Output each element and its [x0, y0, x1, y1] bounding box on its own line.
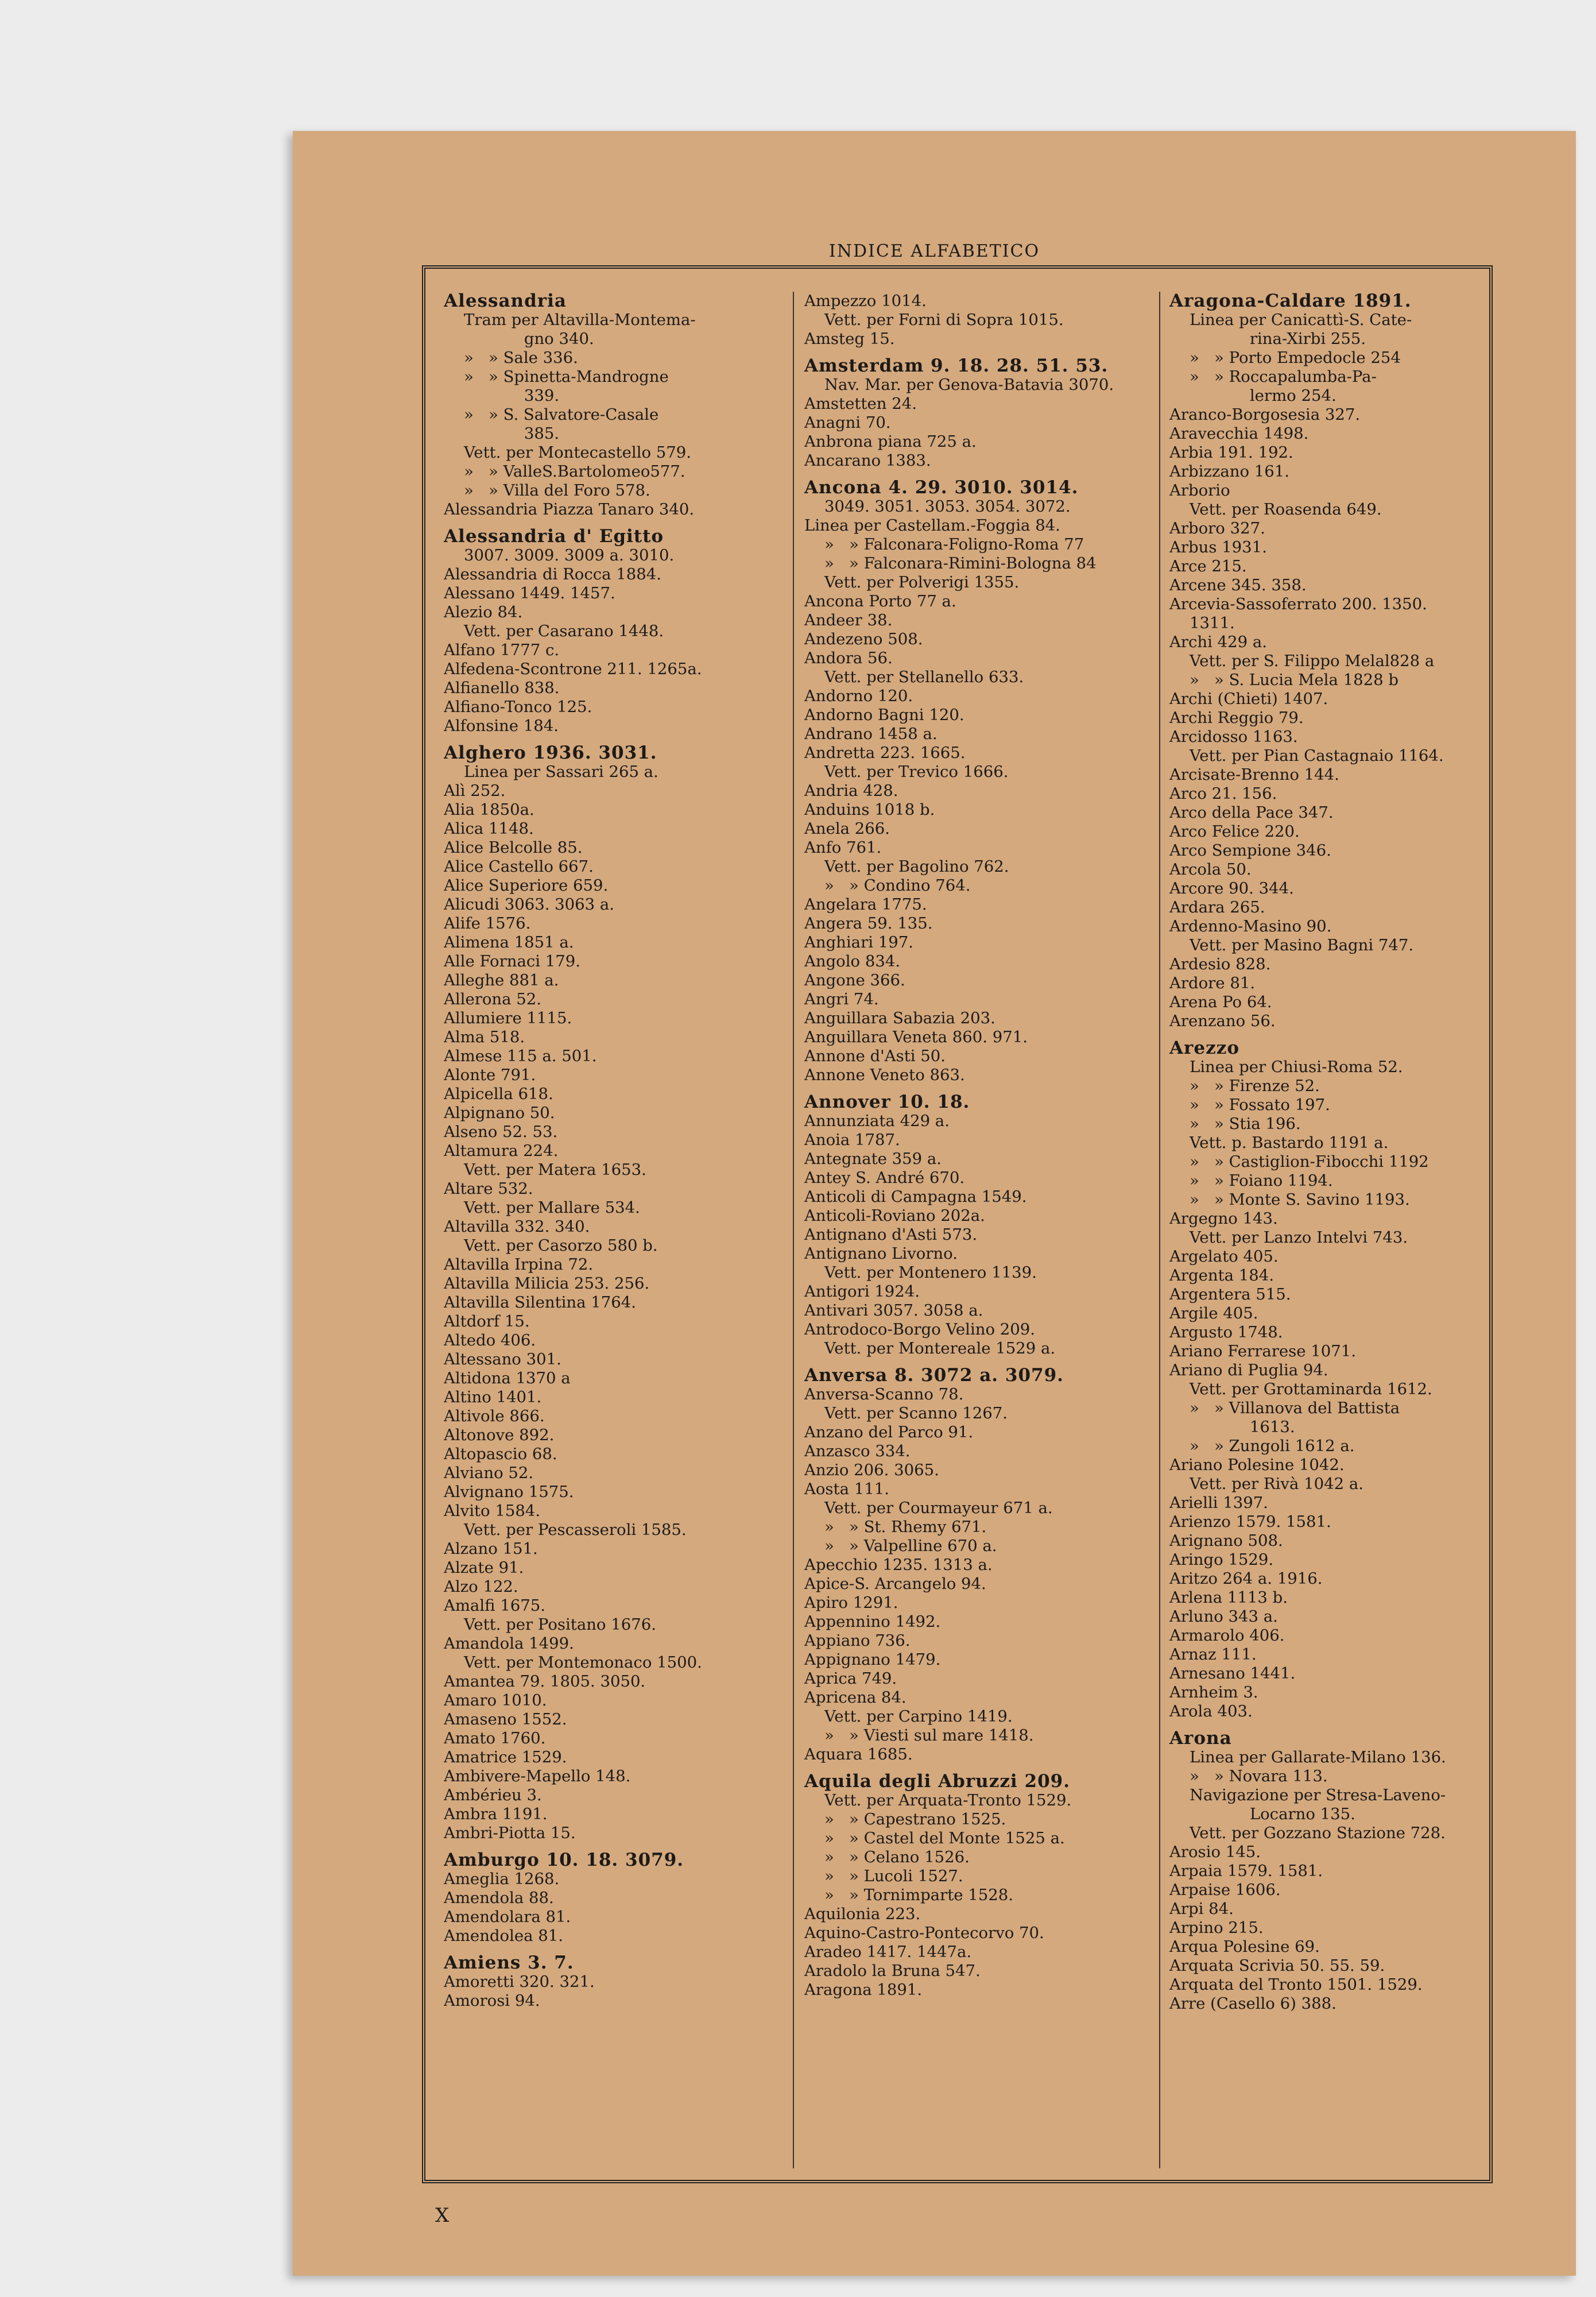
index-entry: Anela 266.	[804, 819, 890, 838]
index-entry: Annover 10. 18.	[804, 1092, 970, 1112]
index-entry: Vett. p. Bastardo 1191 a.	[1169, 1134, 1389, 1152]
index-entry: Ancona 4. 29. 3010. 3014.	[804, 477, 1079, 498]
index-entry: Appennino 1492.	[804, 1612, 941, 1631]
index-entry: Altare 532.	[444, 1180, 533, 1198]
index-entry: 1613.	[1169, 1418, 1295, 1436]
index-entry: Angolo 834.	[804, 952, 901, 970]
index-entry: Appignano 1479.	[804, 1650, 941, 1669]
index-entry: Navigazione per Stresa-Laveno-	[1169, 1786, 1446, 1804]
index-entry: Argentera 515.	[1169, 1285, 1291, 1304]
index-entry: Vett. per Casorzo 580 b.	[444, 1236, 658, 1255]
index-entry: Alfedena-Scontrone 211. 1265a.	[444, 660, 702, 678]
index-entry: Armarolo 406.	[1169, 1626, 1285, 1645]
index-entry: Arlena 1113 b.	[1169, 1588, 1288, 1607]
index-entry: 1311.	[1169, 614, 1235, 632]
index-entry: Arezzo	[1169, 1038, 1239, 1058]
index-entry: Alonte 791.	[444, 1066, 536, 1084]
index-entry: Andria 428.	[804, 782, 898, 800]
index-entry: » » Roccapalumba-Pa-	[1169, 368, 1377, 386]
index-entry: Amatrice 1529.	[444, 1748, 567, 1766]
index-entry: Amalfi 1675.	[444, 1596, 545, 1615]
index-entry: Ambivere-Mapello 148.	[444, 1767, 631, 1785]
index-entry: Alfianello 838.	[444, 679, 560, 697]
index-entry: » » Villa del Foro 578.	[444, 481, 650, 500]
index-entry: 339.	[444, 386, 560, 405]
index-entry: Alviano 52.	[444, 1464, 534, 1482]
index-entry: Vett. per Pescasseroli 1585.	[444, 1521, 687, 1539]
index-entry: Anticoli-Roviano 202a.	[804, 1206, 985, 1225]
index-entry: Amaro 1010.	[444, 1691, 547, 1710]
index-entry: Arpaise 1606.	[1169, 1881, 1281, 1899]
index-entry: Vett. per Trevico 1666.	[804, 763, 1009, 781]
index-entry: gno 340.	[444, 330, 594, 348]
index-entry: Amstetten 24.	[804, 395, 917, 413]
index-entry: Apice-S. Arcangelo 94.	[804, 1575, 986, 1593]
index-entry: Annone d'Asti 50.	[804, 1047, 946, 1065]
index-entry: Arosio 145.	[1169, 1843, 1261, 1861]
index-column-1	[444, 292, 782, 2168]
index-entry: » » Condino 764.	[804, 876, 971, 895]
index-entry: Altamura 224.	[444, 1142, 559, 1160]
index-entry: Alessandria d' Egitto	[444, 526, 664, 547]
index-entry: Vett. per Stellanello 633.	[804, 668, 1024, 686]
index-entry: Vett. per Bagolino 762.	[804, 857, 1009, 876]
index-entry: » » Capestrano 1525.	[804, 1810, 1006, 1828]
index-entry: Alia 1850a.	[444, 801, 534, 819]
index-entry: » » St. Rhemy 671.	[804, 1518, 987, 1536]
index-entry: Aragona-Caldare 1891.	[1169, 292, 1412, 311]
index-entry: Alessandria Piazza Tanaro 340.	[444, 500, 695, 519]
index-entry: Arona	[1169, 1728, 1232, 1749]
index-entry: Andezeno 508.	[804, 630, 923, 648]
index-entry: Arcisate-Brenno 144.	[1169, 765, 1339, 784]
index-entry: Arco Felice 220.	[1169, 822, 1300, 841]
index-entry: » » Stia 196.	[1169, 1115, 1301, 1133]
index-entry: Arignano 508.	[1169, 1532, 1283, 1550]
index-entry: Arco 21. 156.	[1169, 784, 1277, 803]
index-entry: Anduins 1018 b.	[804, 801, 935, 819]
index-entry: Alvito 1584.	[444, 1502, 541, 1520]
index-entry: » » Foiano 1194.	[1169, 1171, 1333, 1190]
index-entry: Aosta 111.	[804, 1480, 889, 1498]
index-entry: Anoia 1787.	[804, 1131, 900, 1149]
index-entry: Aquila degli Abruzzi 209.	[804, 1771, 1070, 1792]
index-entry: Amburgo 10. 18. 3079.	[444, 1850, 684, 1870]
index-entry: Altavilla Silentina 1764.	[444, 1293, 636, 1312]
index-entry: Amaseno 1552.	[444, 1710, 567, 1728]
index-entry: Apiro 1291.	[804, 1594, 898, 1612]
page-header: INDICE ALFABETICO	[828, 241, 1040, 261]
index-entry: Aradeo 1417. 1447a.	[804, 1943, 972, 1961]
index-entry: » » Lucoli 1527.	[804, 1867, 963, 1885]
index-entry: Altivole 866.	[444, 1407, 545, 1425]
index-entry: Apecchio 1235. 1313 a.	[804, 1556, 993, 1574]
index-entry: Alice Belcolle 85.	[444, 838, 583, 857]
index-entry: Vett. per Carpino 1419.	[804, 1707, 1013, 1726]
index-entry: Arquata del Tronto 1501. 1529.	[1169, 1975, 1423, 1994]
index-entry: Aquino-Castro-Pontecorvo 70.	[804, 1924, 1044, 1942]
index-entry: Ardara 265.	[1169, 898, 1265, 917]
index-entry: Amendola 88.	[444, 1889, 554, 1907]
index-entry: Vett. per Positano 1676.	[444, 1615, 656, 1634]
index-entry: rina-Xirbi 255.	[1169, 330, 1366, 348]
index-entry: Antignano d'Asti 573.	[804, 1225, 978, 1244]
index-entry: Andorno 120.	[804, 687, 913, 705]
index-entry: Allerona 52.	[444, 990, 542, 1008]
index-entry: Andeer 38.	[804, 611, 893, 629]
index-entry: Annunziata 429 a.	[804, 1112, 950, 1130]
index-entry: Altavilla 332. 340.	[444, 1217, 590, 1236]
index-entry: Annone Veneto 863.	[804, 1066, 965, 1084]
index-column-2	[793, 292, 1166, 2168]
index-entry: Archi Reggio 79.	[1169, 709, 1304, 727]
index-entry: » » Porto Empedocle 254	[1169, 349, 1401, 367]
index-entry: Linea per Gallarate-Milano 136.	[1169, 1748, 1446, 1766]
index-entry: Ambra 1191.	[444, 1805, 548, 1823]
index-entry: Archi (Chieti) 1407.	[1169, 690, 1328, 708]
index-entry: Anfo 761.	[804, 838, 882, 857]
index-frame	[422, 265, 1493, 2183]
index-entry: » » Spinetta-Mandrogne	[444, 368, 669, 386]
index-entry: Ampezzo 1014.	[804, 292, 927, 310]
index-entry: Alleghe 881 a.	[444, 971, 559, 989]
index-entry: Amiens 3. 7.	[444, 1952, 574, 1973]
index-entry: Angone 366.	[804, 971, 905, 989]
index-entry: Alessano 1449. 1457.	[444, 584, 615, 602]
index-entry: Vett. per Montenero 1139.	[804, 1263, 1037, 1282]
index-entry: Amantea 79. 1805. 3050.	[444, 1672, 646, 1691]
index-entry: Aritzo 264 a. 1916.	[1169, 1569, 1323, 1588]
index-entry: 3007. 3009. 3009 a. 3010.	[444, 546, 675, 564]
index-entry: Alezio 84.	[444, 603, 523, 621]
index-entry: » » Viesti sul mare 1418.	[804, 1726, 1034, 1745]
index-entry: Aravecchia 1498.	[1169, 424, 1309, 443]
index-entry: Alle Fornaci 179.	[444, 952, 581, 970]
index-entry: Locarno 135.	[1169, 1805, 1355, 1823]
index-entry: Tram per Altavilla-Montema-	[444, 311, 696, 329]
index-entry: Antivari 3057. 3058 a.	[804, 1301, 983, 1320]
index-entry: Allumiere 1115.	[444, 1009, 572, 1027]
index-entry: Arienzo 1579. 1581.	[1169, 1513, 1331, 1531]
index-entry: Vett. per Gozzano Stazione 728.	[1169, 1824, 1446, 1842]
index-entry: Ariano Ferrarese 1071.	[1169, 1342, 1357, 1360]
index-entry: Alice Superiore 659.	[444, 876, 609, 895]
index-entry: Vett. per Montemonaco 1500.	[444, 1653, 702, 1672]
index-entry: Alife 1576.	[444, 914, 531, 933]
index-entry: Almese 115 a. 501.	[444, 1047, 597, 1065]
index-entry: Anbrona piana 725 a.	[804, 432, 977, 451]
index-entry: Arqua Polesine 69.	[1169, 1938, 1320, 1956]
index-entry: » » S. Salvatore-Casale	[444, 405, 659, 424]
index-entry: Linea per Castellam.-Foggia 84.	[804, 516, 1060, 535]
index-entry: » » Falconara-Foligno-Roma 77	[804, 535, 1084, 554]
index-entry: lermo 254.	[1169, 386, 1337, 405]
index-entry: Alessandria di Rocca 1884.	[444, 565, 662, 583]
index-entry: Arnheim 3.	[1169, 1683, 1258, 1702]
index-entry: Vett. per Grottaminarda 1612.	[1169, 1380, 1432, 1398]
index-entry: Arcidosso 1163.	[1169, 728, 1298, 746]
index-entry: Amendolara 81.	[444, 1908, 571, 1926]
index-entry: Arco Sempione 346.	[1169, 841, 1331, 860]
index-entry: Vett. per Casarano 1448.	[444, 622, 664, 640]
index-entry: » » ValleS.Bartolomeo577.	[444, 462, 685, 481]
index-entry: Vett. per Polverigi 1355.	[804, 573, 1020, 591]
index-entry: Arbizzano 161.	[1169, 462, 1290, 481]
index-entry: Argusto 1748.	[1169, 1323, 1283, 1341]
index-entry: Arpi 84.	[1169, 1900, 1234, 1918]
index-entry: Ambérieu 3.	[444, 1786, 542, 1804]
index-entry: Anzano del Parco 91.	[804, 1423, 974, 1441]
index-entry: Arnesano 1441.	[1169, 1664, 1296, 1683]
index-entry: Vett. per Roasenda 649.	[1169, 500, 1382, 519]
index-entry: » » Firenze 52.	[1169, 1077, 1320, 1095]
index-entry: Alice Castello 667.	[444, 857, 594, 876]
index-entry: Alvignano 1575.	[444, 1483, 574, 1501]
index-entry: Ariano di Puglia 94.	[1169, 1361, 1328, 1379]
index-entry: Arborio	[1169, 481, 1230, 500]
index-entry: Linea per Canicattì-S. Cate-	[1169, 311, 1412, 329]
index-entry: Antegnate 359 a.	[804, 1150, 942, 1168]
index-entry: Antignano Livorno.	[804, 1244, 958, 1263]
index-entry: Altopascio 68.	[444, 1445, 557, 1463]
index-entry: Arbus 1931.	[1169, 538, 1267, 556]
index-entry: Alzo 122.	[444, 1577, 518, 1596]
index-entry: Ariano Polesine 1042.	[1169, 1456, 1345, 1474]
index-entry: Vett. per S. Filippo Melal828 a	[1169, 652, 1435, 670]
index-entry: Amandola 1499.	[444, 1634, 574, 1653]
index-entry: Ardore 81.	[1169, 974, 1256, 992]
index-entry: Altino 1401.	[444, 1388, 542, 1406]
index-entry: Altavilla Irpina 72.	[444, 1255, 594, 1274]
index-entry: Alfiano-Tonco 125.	[444, 698, 592, 716]
index-entry: Aragona 1891.	[804, 1981, 923, 1999]
index-entry: Vett. per Pian Castagnaio 1164.	[1169, 747, 1444, 765]
index-column-3	[1159, 292, 1491, 2168]
index-entry: Alessandria	[444, 292, 567, 311]
index-entry: Alghero 1936. 3031.	[444, 743, 657, 763]
index-entry: Nav. Mar. per Genova-Batavia 3070.	[804, 376, 1114, 394]
index-entry: Angera 59. 135.	[804, 914, 933, 933]
index-entry: 385.	[444, 424, 560, 443]
index-entry: Linea per Chiusi-Roma 52.	[1169, 1058, 1403, 1076]
index-entry: Aprica 749.	[804, 1669, 897, 1688]
index-entry: Aradolo la Bruna 547.	[804, 1962, 981, 1980]
index-entry: Arcevia-Sassoferrato 200. 1350.	[1169, 595, 1427, 613]
index-entry: Arola 403.	[1169, 1702, 1253, 1720]
index-entry: Alma 518.	[444, 1028, 525, 1046]
index-entry: Amsteg 15.	[804, 330, 895, 348]
index-entry: Vett. per Montereale 1529 a.	[804, 1339, 1056, 1358]
index-entry: Aquara 1685.	[804, 1745, 913, 1764]
index-entry: » » Castel del Monte 1525 a.	[804, 1829, 1065, 1847]
index-entry: Anguillara Veneta 860. 971.	[804, 1028, 1028, 1046]
index-entry: Alseno 52. 53.	[444, 1123, 558, 1141]
index-entry: Vett. per Arquata-Tronto 1529.	[804, 1791, 1072, 1809]
index-entry: Apricena 84.	[804, 1688, 907, 1707]
index-entry: Arnaz 111.	[1169, 1645, 1257, 1664]
index-entry: Arpino 215.	[1169, 1919, 1264, 1937]
index-entry: Arielli 1397.	[1169, 1494, 1268, 1512]
index-entry: Vett. per Scanno 1267.	[804, 1404, 1008, 1422]
index-entry: Arquata Scrivia 50. 55. 59.	[1169, 1956, 1385, 1975]
index-entry: » » Monte S. Savino 1193.	[1169, 1190, 1410, 1209]
index-entry: Argenta 184.	[1169, 1266, 1275, 1285]
index-entry: » » S. Lucia Mela 1828 b	[1169, 671, 1399, 689]
index-entry: 3049. 3051. 3053. 3054. 3072.	[804, 497, 1071, 516]
index-entry: Amato 1760.	[444, 1729, 546, 1747]
index-entry: Amsterdam 9. 18. 28. 51. 53.	[804, 355, 1109, 376]
index-entry: Angri 74.	[804, 990, 879, 1008]
index-entry: Arce 215.	[1169, 557, 1247, 575]
index-entry: Ancona Porto 77 a.	[804, 592, 956, 610]
book-page	[293, 131, 1576, 2276]
index-entry: Alicudi 3063. 3063 a.	[444, 895, 615, 914]
index-entry: Anzio 206. 3065.	[804, 1461, 939, 1479]
index-entry: Alpicella 618.	[444, 1085, 553, 1103]
index-entry: Arcola 50.	[1169, 860, 1252, 879]
index-entry: Vett. per Montecastello 579.	[444, 443, 692, 462]
index-entry: Arluno 343 a.	[1169, 1607, 1278, 1626]
index-entry: Alzano 151.	[444, 1540, 538, 1558]
index-entry: Ardenno-Masino 90.	[1169, 917, 1332, 935]
index-entry: Argegno 143.	[1169, 1209, 1278, 1228]
index-entry: Arcore 90. 344.	[1169, 879, 1294, 898]
index-entry: » » Fossato 197.	[1169, 1096, 1330, 1114]
index-entry: Archi 429 a.	[1169, 633, 1268, 651]
index-entry: Arenzano 56.	[1169, 1012, 1276, 1030]
index-entry: Altessano 301.	[444, 1350, 561, 1368]
index-entry: Arco della Pace 347.	[1169, 803, 1334, 822]
index-entry: Arboro 327.	[1169, 519, 1265, 537]
index-entry: Vett. per Lanzo Intelvi 743.	[1169, 1228, 1408, 1247]
index-entry: » » Castiglion-Fibocchi 1192	[1169, 1153, 1429, 1171]
index-entry: Vett. per Masino Bagni 747.	[1169, 936, 1414, 954]
index-entry: » » Falconara-Rimini-Bologna 84	[804, 554, 1097, 573]
index-entry: » » Novara 113.	[1169, 1767, 1328, 1785]
index-entry: » » Valpelline 670 a.	[804, 1537, 997, 1555]
index-entry: Anversa 8. 3072 a. 3079.	[804, 1365, 1064, 1386]
index-entry: » » Sale 336.	[444, 349, 578, 367]
index-entry: Ardesio 828.	[1169, 955, 1271, 973]
index-entry: Alimena 1851 a.	[444, 933, 574, 952]
index-entry: Arcene 345. 358.	[1169, 576, 1307, 594]
index-entry: Aringo 1529.	[1169, 1550, 1274, 1569]
index-entry: Vett. per Mallare 534.	[444, 1198, 640, 1217]
index-entry: Anzasco 334.	[804, 1442, 911, 1460]
index-entry: Alzate 91.	[444, 1559, 524, 1577]
index-entry: Andretta 223. 1665.	[804, 744, 966, 762]
index-entry: Amoretti 320. 321.	[444, 1973, 595, 1991]
index-entry: Vett. per Matera 1653.	[444, 1161, 646, 1179]
index-entry: Andrano 1458 a.	[804, 725, 938, 743]
index-entry: Linea per Sassari 265 a.	[444, 763, 658, 781]
index-entry: Vett. per Rivà 1042 a.	[1169, 1475, 1363, 1493]
index-entry: Amorosi 94.	[444, 1991, 540, 2010]
index-entry: Angelara 1775.	[804, 895, 927, 914]
index-entry: Alfano 1777 c.	[444, 641, 560, 659]
index-entry: Ancarano 1383.	[804, 451, 931, 470]
index-entry: Aranco-Borgosesia 327.	[1169, 405, 1361, 424]
index-entry: Andora 56.	[804, 649, 893, 667]
index-entry: Vett. per Forni di Sopra 1015.	[804, 311, 1064, 329]
index-entry: Alica 1148.	[444, 819, 534, 838]
index-entry: » » Villanova del Battista	[1169, 1399, 1400, 1417]
index-entry: Arbia 191. 192.	[1169, 443, 1293, 462]
index-entry: Antrodoco-Borgo Velino 209.	[804, 1320, 1035, 1339]
index-entry: Arpaia 1579. 1581.	[1169, 1862, 1323, 1880]
page-number: X	[435, 2204, 450, 2227]
index-entry: Altavilla Milicia 253. 256.	[444, 1274, 650, 1293]
index-entry: Altdorf 15.	[444, 1312, 530, 1331]
index-entry: Altedo 406.	[444, 1331, 536, 1349]
index-entry: Antey S. André 670.	[804, 1169, 965, 1187]
index-entry: Anguillara Sabazia 203.	[804, 1009, 995, 1027]
index-entry: Anagni 70.	[804, 413, 891, 432]
index-entry: Alfonsine 184.	[444, 717, 559, 735]
index-entry: Ambri-Piotta 15.	[444, 1824, 576, 1842]
index-entry: Ameglia 1268.	[444, 1870, 560, 1888]
index-entry: Argelato 405.	[1169, 1247, 1279, 1266]
index-entry: Aquilonia 223.	[804, 1905, 921, 1923]
index-entry: Altidona 1370 a	[444, 1369, 571, 1387]
index-entry: Appiano 736.	[804, 1631, 911, 1650]
index-entry: Alpignano 50.	[444, 1104, 555, 1122]
index-entry: » » Zungoli 1612 a.	[1169, 1437, 1355, 1455]
index-entry: Andorno Bagni 120.	[804, 706, 964, 724]
index-entry: Altonove 892.	[444, 1426, 555, 1444]
index-entry: » » Celano 1526.	[804, 1848, 970, 1866]
index-entry: Arre (Casello 6) 388.	[1169, 1994, 1337, 2013]
index-entry: » » Tornimparte 1528.	[804, 1886, 1014, 1904]
index-entry: Amendolea 81.	[444, 1927, 564, 1945]
index-entry: Anghiari 197.	[804, 933, 913, 952]
index-entry: Antigori 1924.	[804, 1282, 920, 1301]
index-entry: Vett. per Courmayeur 671 a.	[804, 1499, 1053, 1517]
index-entry: Argile 405.	[1169, 1304, 1258, 1322]
index-entry: Arena Po 64.	[1169, 993, 1272, 1011]
index-entry: Anversa-Scanno 78.	[804, 1385, 964, 1403]
index-entry: Anticoli di Campagna 1549.	[804, 1188, 1027, 1206]
index-entry: Alì 252.	[444, 782, 506, 800]
